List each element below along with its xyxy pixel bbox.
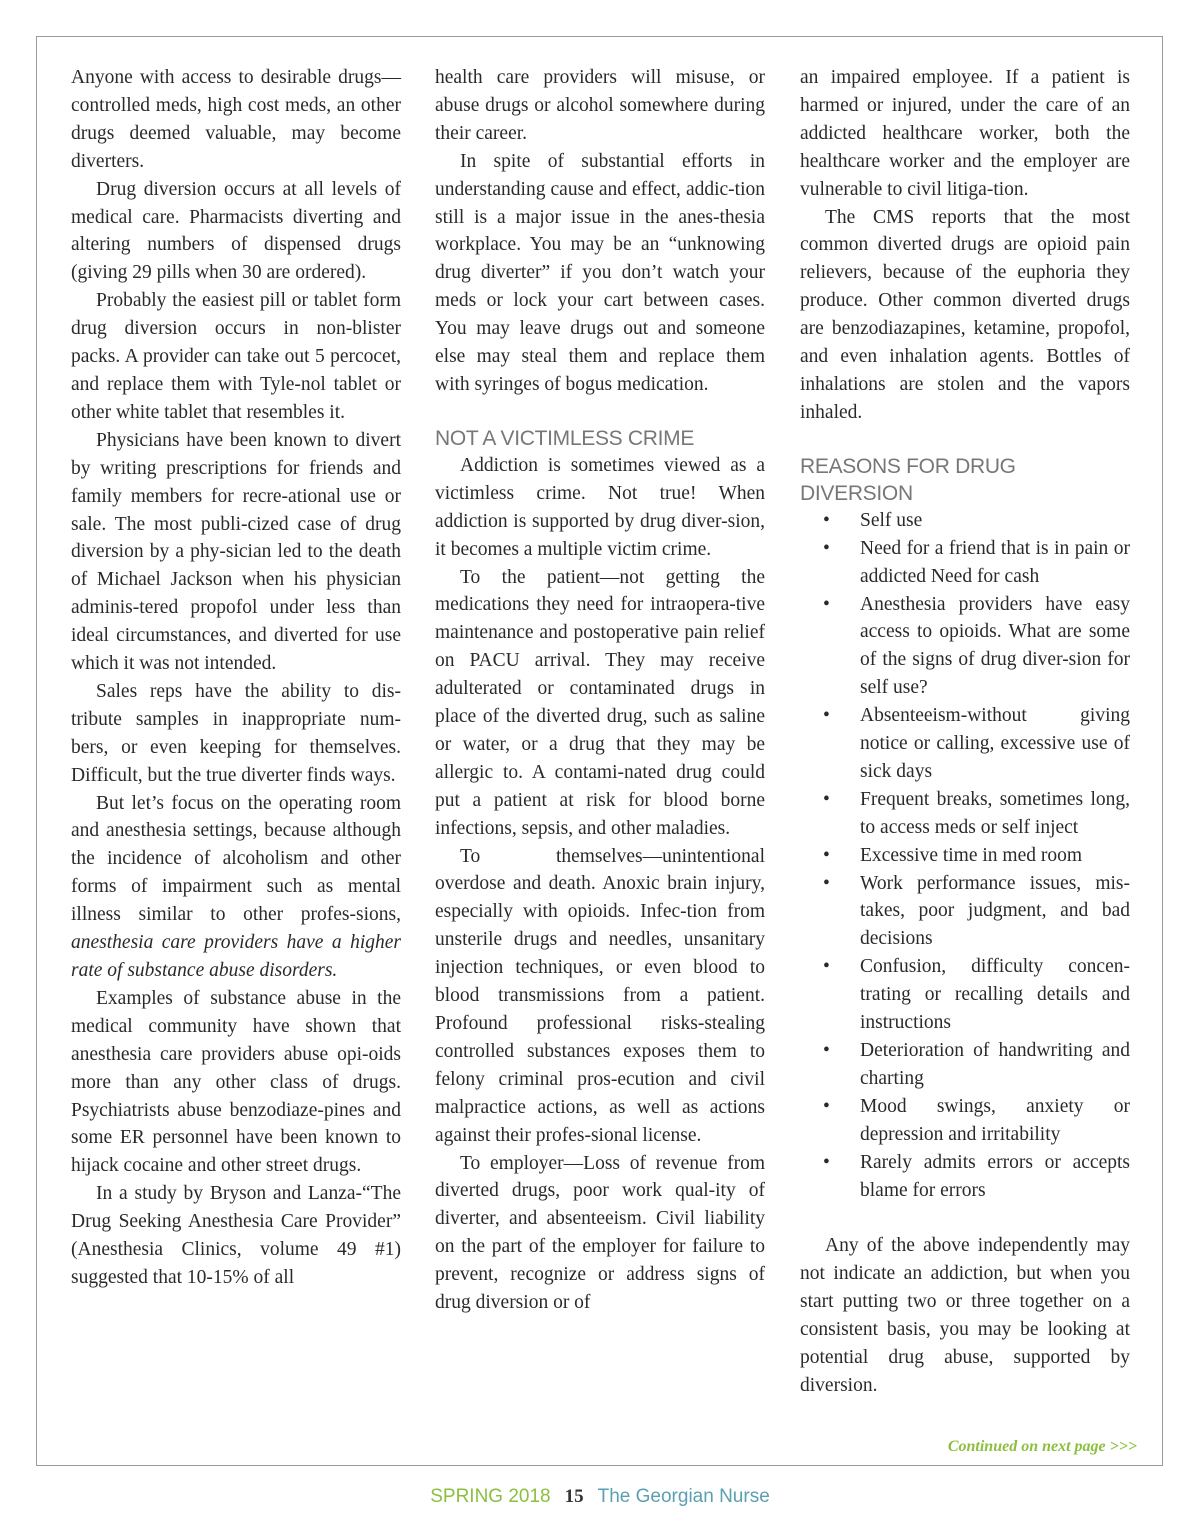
article-column-2 [435, 64, 765, 1317]
paragraph: In a study by Bryson and Lanza-“The Drug Seeking Anesthesia Care Provider” (Anesthesia Clinics, volume 49 #1) suggested that 10-15% of all [71, 1183, 401, 1288]
reasons-list [800, 507, 1130, 1205]
paragraph: Physicians have been known to divert by writing prescriptions for friends and family members for recre-ational use or sale. The most publi-cized case of drug diversion by a phy-sician led to the death of Michael Jackson when his physician adminis-tered propofol under less than ideal circumstances, and diverted for use which it was not intended. [71, 429, 401, 675]
list-item: • Anesthesia providers have easy access to opioids. What are some of the signs of drug diver-sion for self use? [800, 591, 1130, 703]
article-column-3 [800, 64, 1130, 1400]
paragraph: an impaired employee. If a patient is harmed or injured, under the care of an addicted healthcare worker, both the healthcare worker and the employer are vulnerable to civil litiga-tion. [800, 67, 1130, 200]
list-item: • Need for a friend that is in pain or addicted Need for cash [800, 535, 1130, 591]
list-item: • Deterioration of handwriting and charting [800, 1037, 1130, 1093]
list-item: • Self use [800, 507, 1130, 535]
section-heading: NOT A VICTIMLESS CRIME [435, 426, 695, 450]
list-item: • Mood swings, anxiety or depression and irritability [800, 1093, 1130, 1149]
list-item: • Excessive time in med room [800, 842, 1130, 870]
list-item: • Frequent breaks, sometimes long, to access meds or self inject [800, 786, 1130, 842]
page-number: 15 [564, 1486, 584, 1507]
paragraph: In spite of substantial efforts in understanding cause and effect, addic-tion still is a major issue in the anes-thesia workplace. You may be an “unknowing drug diverter” if you don’t watch your meds or lock your cart between cases. You may leave drugs out and someone else may steal them and replace them with syringes of bogus medication. [435, 150, 765, 395]
section-heading: REASONS FOR DRUG DIVERSION [800, 454, 1016, 505]
magazine-title: The Georgian Nurse [597, 1486, 770, 1507]
list-item: • Absenteeism-without giving notice or calling, excessive use of sick days [800, 702, 1130, 786]
list-item: • Work performance issues, mis-takes, poor judgment, and bad decisions [800, 870, 1130, 954]
spacer [800, 1204, 1130, 1232]
paragraph: Probably the easiest pill or tablet form drug diversion occurs in non-blister packs. A provider can take out 5 percocet, and replace them with Tyle-nol tablet or other white tablet that resembles it. [71, 290, 401, 423]
paragraph: To employer—Loss of revenue from diverted drugs, poor work qual-ity of diverter, and absenteeism. Civil liability on the part of the employer for failure to prevent, recognize or address signs of drug diversion or of [435, 1152, 765, 1314]
paragraph: Anyone with access to desirable drugs—controlled meds, high cost meds, an other drugs deemed valuable, may become diverters. [71, 67, 401, 172]
paragraph: Examples of substance abuse in the medical community have shown that anesthesia care providers abuse opi-oids more than any other class of drugs. Psychiatrists abuse benzodiaze-pines and some ER personnel have been known to hijack cocaine and other street drugs. [71, 987, 401, 1177]
page-footer [0, 1486, 1200, 1508]
paragraph: To the patient—not getting the medications they need for intraopera-tive maintenance and postoperative pain relief on PACU arrival. They may receive adulterated or contaminated drugs in place of the diverted drug, such as saline or water, or a drug that they may be allergic to. A contami-nated drug could put a patient at risk for blood borne infections, sepsis, and other maladies. [435, 566, 765, 839]
paragraph: Any of the above independently may not indicate an addiction, but when you start putting two or three together on a consistent basis, you may be looking at potential drug abuse, supported by diversion. [800, 1235, 1130, 1396]
article-column-1 [71, 64, 401, 1292]
paragraph: Drug diversion occurs at all levels of medical care. Pharmacists diverting and altering numbers of dispensed drugs (giving 29 pills when 30 are ordered). [71, 178, 401, 284]
paragraph: Sales reps have the ability to dis-tribute samples in inappropriate num-bers, or even keeping for themselves. Difficult, but the true diverter finds ways. [71, 680, 401, 786]
paragraph: Addiction is sometimes viewed as a victimless crime. Not true! When addiction is supported by drug diver-sion, it becomes a multiple victim crime. [435, 454, 765, 560]
paragraph: The CMS reports that the most common diverted drugs are opioid pain relievers, because of the euphoria they produce. Other common diverted drugs are benzodiazapines, ketamine, propofol, and even inhalation agents. Bottles of inhalations are stolen and the vapors inhaled. [800, 206, 1130, 423]
issue-season: SPRING 2018 [430, 1486, 551, 1507]
paragraph: health care providers will misuse, or abuse drugs or alcohol somewhere during their career. [435, 67, 765, 144]
paragraph [71, 790, 401, 985]
list-item: • Confusion, difficulty concen-trating or recalling details and instructions [800, 953, 1130, 1037]
list-item: • Rarely admits errors or accepts blame for errors [800, 1149, 1130, 1205]
emphasized-text: anesthesia care providers have a higher rate of substance abuse disorders. [71, 932, 401, 981]
continued-link[interactable]: Continued on next page >>> [947, 1438, 1137, 1455]
paragraph: To themselves—unintentional overdose and death. Anoxic brain injury, especially with opioids. Infec-tion from unsterile drugs and needles, unsanitary injection techniques, or even blood to blood transmissions from a patient. Profound professional risks-stealing controlled substances exposes them to felony criminal pros-ecution and civil malpractice actions, as well as actions against their profes-sional license. [435, 845, 765, 1146]
paragraph-text: But let’s focus on the operating room and anesthesia settings, because although the incidence of alcoholism and other forms of impairment such as mental illness similar to other profes-sions, [71, 792, 401, 926]
